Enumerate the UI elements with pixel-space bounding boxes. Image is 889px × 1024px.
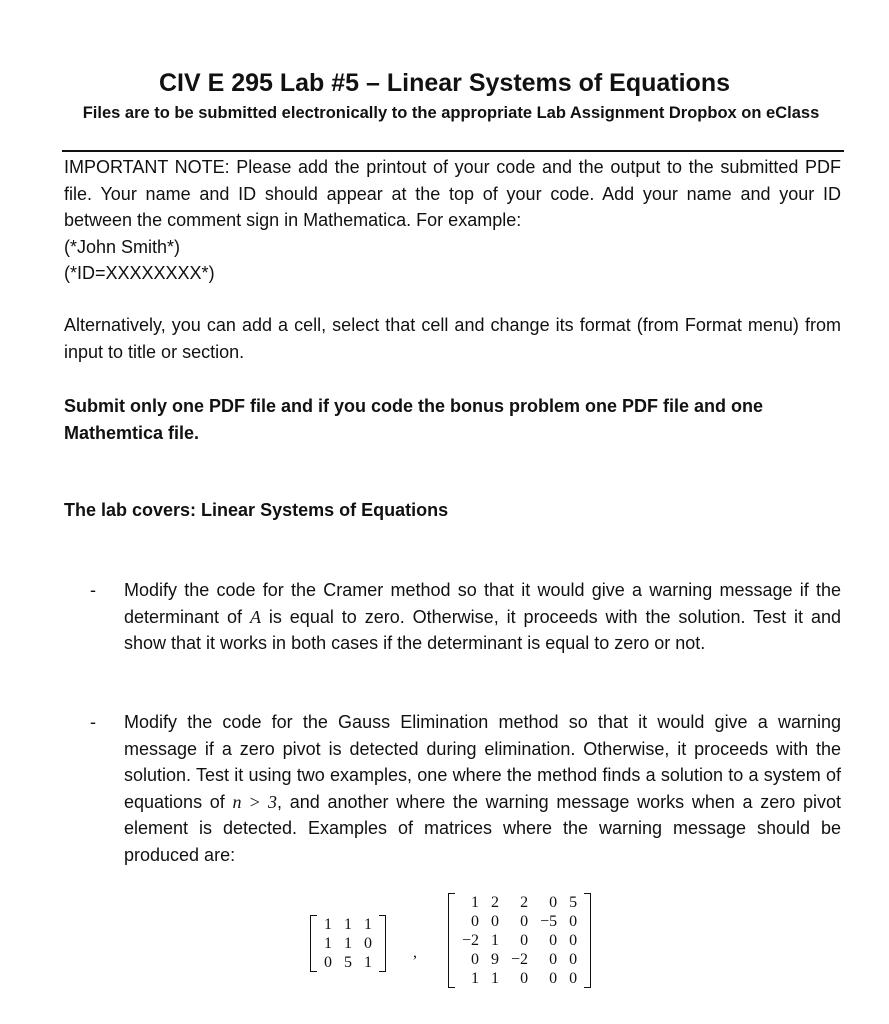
left-bracket: [310, 915, 317, 972]
matrix-cell: 0: [471, 913, 480, 930]
matrix-cell: 1: [471, 970, 480, 987]
matrix-cell: 0: [549, 932, 558, 949]
matrix-cell: 1: [324, 935, 332, 952]
matrix-cell: 0: [549, 894, 558, 911]
matrix-cell: 0: [520, 913, 529, 930]
important-note: [64, 154, 841, 287]
task-2-text-b: , and another where the warning message works when a zero pivot element is detected. Examples of matrices where the warning message should be produced are:: [124, 791, 842, 865]
title-divider: [62, 150, 844, 152]
matrix-cell: 0: [520, 932, 529, 949]
matrix-cell: 1: [364, 916, 372, 933]
matrix-cell: 1: [344, 916, 352, 933]
task-1-text-b: is equal to zero. Otherwise, it proceeds with the solution. Test it and show that it works in both cases if the determinant is equal to zero or not.: [124, 606, 841, 653]
matrix-row: [456, 893, 583, 912]
matrix-cell: 2: [491, 894, 500, 911]
matrix-cell: 0: [549, 951, 558, 968]
matrix-cell: 0: [569, 932, 578, 949]
matrix-cell: −5: [540, 913, 558, 930]
alternative-paragraph: Alternatively, you can add a cell, select that cell and change its format (from Format menu) from input to title or section.: [64, 315, 841, 362]
example-matrix-5x5: [448, 893, 591, 988]
matrix-cell: 5: [569, 894, 578, 911]
matrix-cell: 1: [491, 932, 500, 949]
task-2-text-a: Modify the code for the Gauss Elimination method so that it would give a warning message if a zero pivot is detected during elimination. Otherwise, it proceeds with the solution. Test it using two examples, one where the method finds a solution to a system of equations of: [124, 712, 841, 812]
example-name-comment: (*John Smith*): [64, 236, 181, 257]
right-bracket: [584, 893, 591, 988]
important-note-text: IMPORTANT NOTE: Please add the printout of your code and the output to the submitted PDF file. Your name and ID should appear at the top of your code. Add your name and your ID between the comment sign in Mathematica. For example:: [64, 157, 841, 230]
matrix-row: [318, 953, 378, 972]
lab-covers-heading: The lab covers: Linear Systems of Equations: [64, 500, 449, 520]
matrix-cell: −2: [462, 932, 480, 949]
matrix-cell: 0: [324, 954, 332, 971]
matrix-cell: 0: [569, 913, 578, 930]
task-2-gauss: [124, 709, 841, 868]
matrix-cell: −2: [511, 951, 529, 968]
example-id-comment: (*ID=XXXXXXXX*): [64, 263, 215, 283]
matrix-cell: 0: [471, 951, 480, 968]
matrix-row: [318, 934, 378, 953]
matrix-3x3-grid: [318, 915, 378, 972]
task-1-bullet: -: [90, 580, 96, 600]
matrix-cell: 0: [549, 970, 558, 987]
page-title: CIV E 295 Lab #5 – Linear Systems of Equations: [158, 69, 731, 97]
matrix-row: [456, 969, 583, 988]
matrix-cell: 9: [491, 951, 500, 968]
matrix-row: [318, 915, 378, 934]
size-condition: n > 3: [232, 791, 278, 812]
matrix-cell: 1: [491, 970, 500, 987]
matrix-5x5-grid: [456, 893, 583, 988]
matrix-cell: 0: [520, 970, 529, 987]
matrix-cell: 1: [324, 916, 332, 933]
task-2-bullet: -: [90, 712, 96, 732]
matrix-cell: 1: [344, 935, 352, 952]
right-bracket: [379, 915, 386, 972]
page-subtitle: Files are to be submitted electronically to the appropriate Lab Assignment Dropbox on eClass: [82, 104, 820, 122]
task-1-cramer: [124, 577, 841, 657]
matrix-symbol: A: [249, 606, 261, 627]
matrix-row: [456, 912, 583, 931]
left-bracket: [448, 893, 455, 988]
matrix-cell: 0: [364, 935, 372, 952]
matrix-cell: 0: [569, 951, 578, 968]
matrix-cell: 0: [569, 970, 578, 987]
matrix-row: [456, 950, 583, 969]
matrix-cell: 5: [344, 954, 352, 971]
example-matrix-3x3: [310, 915, 386, 972]
matrix-cell: 1: [364, 954, 372, 971]
matrix-row: [456, 931, 583, 950]
task-1-text-a: Modify the code for the Cramer method so that it would give a warning message if the determinant of: [124, 580, 841, 627]
matrix-separator: ,: [413, 944, 417, 961]
submission-instruction: Submit only one PDF file and if you code the bonus problem one PDF file and one Mathemtica file.: [64, 396, 764, 443]
matrix-cell: 1: [471, 894, 480, 911]
matrix-cell: 0: [491, 913, 500, 930]
matrix-cell: 2: [520, 894, 529, 911]
